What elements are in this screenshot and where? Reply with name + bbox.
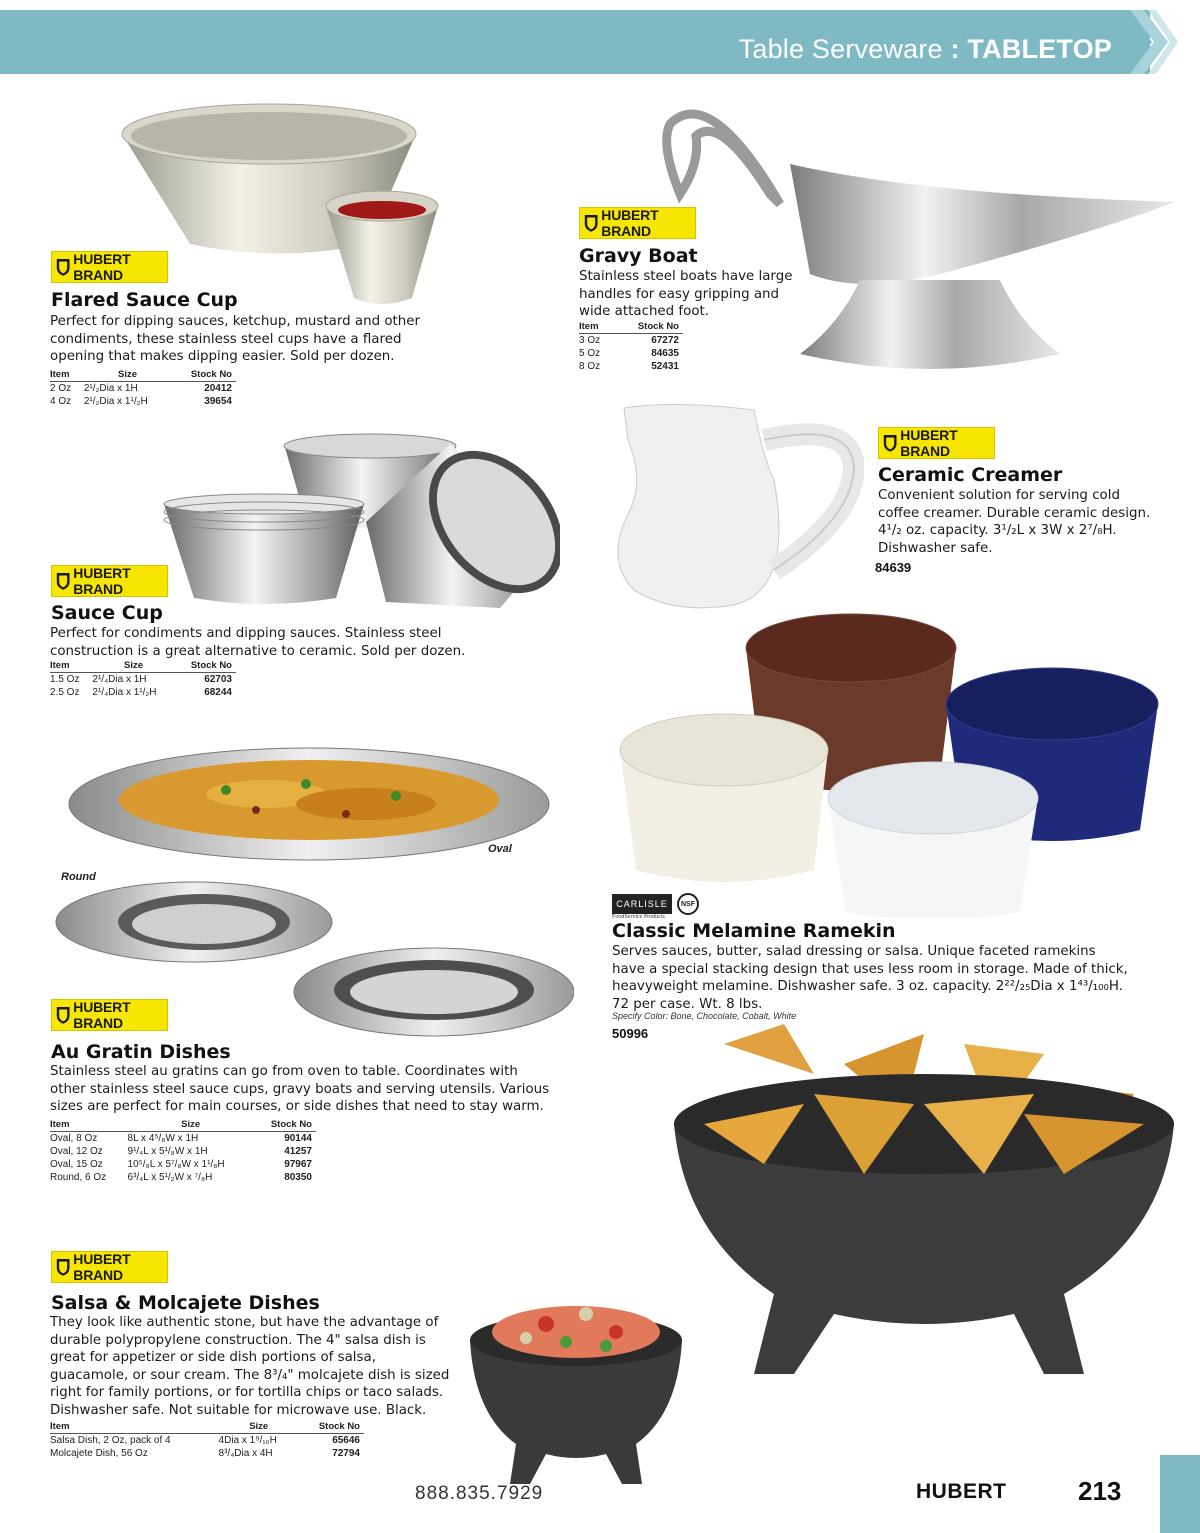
gravy-boat-table	[579, 321, 683, 373]
melamine-ramekin-title: Classic Melamine Ramekin	[612, 920, 896, 942]
table-cell: 3 Oz	[579, 335, 601, 346]
au-gratin-oval-image	[66, 744, 552, 864]
page-header-title: Table Serveware : TABLETOP	[738, 34, 1112, 64]
hubert-brand-badge: HUBERT BRAND	[51, 565, 168, 597]
table-row	[50, 395, 236, 408]
column-header: Item	[50, 369, 84, 382]
round-label: Round	[61, 871, 96, 883]
column-header: Stock No	[258, 1119, 316, 1132]
table-cell: 4 Oz	[50, 396, 72, 407]
stock-number: 68244	[204, 687, 232, 698]
footer-accent-tab	[1160, 1455, 1200, 1533]
table-row	[50, 1158, 316, 1171]
carlisle-logo-text: CARLISLE	[616, 899, 668, 909]
gravy-boat-description: Stainless steel boats have large handles for easy gripping and wide attached foot.	[579, 269, 793, 319]
salsa-molcajete-description: They look like authentic stone, but have the advantage of durable polypropylene construction. The 4" salsa dish is great for appetizer or side dish portions of salsa, guacamole, or sour cream. The 8³/₄" molcajete dish is sized right for family portions, or for tortilla chips or taco salads. Dishwasher safe. Not suitable for microwave use. Black.	[50, 1315, 450, 1418]
table-row	[50, 1171, 316, 1184]
column-header: Stock No	[303, 1421, 364, 1434]
table-cell: Molcajete Dish, 56 Oz	[50, 1448, 148, 1459]
column-header: Stock No	[175, 369, 236, 382]
carlisle-logo	[612, 894, 672, 914]
hubert-brand-badge: HUBERT BRAND	[51, 999, 168, 1031]
stock-number: 90144	[284, 1133, 312, 1144]
sauce-cup-description: Perfect for condiments and dipping sauces. Stainless steel construction is a great alternative to ceramic. Sold per dozen.	[50, 626, 466, 659]
table-cell: 2 Oz	[50, 383, 72, 394]
table-cell: 8L x 4⁵/₈W x 1H	[127, 1133, 199, 1144]
melamine-ramekin-image	[618, 608, 1160, 918]
column-header: Size	[92, 660, 178, 673]
hubert-brand-badge: HUBERT BRAND	[51, 251, 168, 283]
table-row	[50, 1145, 316, 1158]
chevron-right-icon	[1110, 10, 1178, 74]
nsf-badge-text: NSF	[681, 900, 695, 908]
nsf-badge-icon	[677, 893, 699, 915]
column-header: Size	[84, 369, 175, 382]
table-row	[50, 382, 236, 396]
table-cell: 9¹/₄L x 5¹/₈W x 1H	[127, 1146, 208, 1157]
carlisle-logo-subtext: FoodService Products	[612, 914, 665, 920]
gravy-boat-title: Gravy Boat	[579, 245, 698, 267]
stock-number: 80350	[284, 1172, 312, 1183]
melamine-ramekin-description: Serves sauces, butter, salad dressing or salsa. Unique faceted ramekins have a special stacking design that uses less room in storage. Made of thick, heavyweight melamine. Dishwasher safe. 3 oz. capacity. 2²²/₂₅Dia x 1⁴³/₁₀₀H. 72 per case. Wt. 8 lbs.	[612, 944, 1128, 1012]
ceramic-creamer-image	[614, 400, 864, 612]
flared-sauce-cup-description: Perfect for dipping sauces, ketchup, mustard and other condiments, these stainless steel cups have a flared opening that makes dipping easier. Sold per dozen.	[50, 314, 421, 364]
stock-number: 84635	[651, 348, 679, 359]
salsa-dish-image	[466, 1284, 686, 1490]
column-header: Item	[50, 660, 92, 673]
table-row	[579, 334, 683, 348]
column-header: Stock No	[616, 321, 683, 334]
stock-number: 39654	[204, 396, 232, 407]
gravy-boat-image	[640, 84, 1180, 380]
hubert-brand-badge: HUBERT BRAND	[878, 427, 995, 459]
stock-number: 97967	[284, 1159, 312, 1170]
table-row	[50, 1434, 364, 1448]
shield-icon	[56, 1003, 70, 1027]
stock-number: 52431	[651, 361, 679, 372]
table-cell: 10⁵/₈L x 5⁷/₈W x 1¹/₈H	[127, 1159, 225, 1170]
table-row	[50, 686, 236, 699]
column-header: Item	[50, 1119, 128, 1132]
column-header: Size	[219, 1421, 303, 1434]
stock-number: 41257	[284, 1146, 312, 1157]
table-cell: 2.5 Oz	[50, 687, 80, 698]
ceramic-creamer-description: Convenient solution for serving cold coffee creamer. Durable ceramic design. 4¹/₂ oz. capacity. 3¹/₂L x 3W x 2⁷/₈H. Dishwasher safe.	[878, 488, 1151, 556]
oval-label: Oval	[488, 843, 512, 855]
table-cell: 8 Oz	[579, 361, 601, 372]
shield-icon	[56, 569, 70, 593]
ceramic-creamer-title: Ceramic Creamer	[878, 464, 1063, 486]
stock-number: 20412	[204, 383, 232, 394]
table-cell: 2¹/₄Dia x 1H	[92, 674, 147, 685]
stock-number: 72794	[332, 1448, 360, 1459]
sauce-cup-title: Sauce Cup	[51, 602, 163, 624]
au-gratin-title: Au Gratin Dishes	[51, 1041, 231, 1063]
stock-number: 62703	[204, 674, 232, 685]
table-row	[50, 673, 236, 687]
salsa-molcajete-title: Salsa & Molcajete Dishes	[51, 1292, 320, 1314]
footer-phone-number[interactable]: 888.835.7929	[415, 1483, 544, 1504]
table-cell: Round, 6 Oz	[50, 1172, 107, 1183]
au-gratin-table	[50, 1119, 316, 1184]
hubert-brand-badge: HUBERT BRAND	[579, 207, 696, 239]
flared-sauce-cup-title: Flared Sauce Cup	[51, 289, 238, 311]
column-header: Item	[50, 1421, 219, 1434]
table-cell: 2¹/₄Dia x 1¹/₂H	[92, 687, 157, 698]
table-cell: 6³/₄L x 5¹/₂W x ⁷/₈H	[127, 1172, 213, 1183]
table-cell: 4Dia x 1⁹/₁₆H	[218, 1435, 277, 1446]
table-cell: 1.5 Oz	[50, 674, 80, 685]
stock-number: 84639	[875, 560, 912, 575]
column-header: Stock No	[179, 660, 236, 673]
table-row	[579, 360, 683, 373]
table-cell: Oval, 12 Oz	[50, 1146, 103, 1157]
shield-icon	[883, 431, 897, 455]
table-cell: Oval, 8 Oz	[50, 1133, 98, 1144]
hubert-brand-badge: HUBERT BRAND	[51, 1251, 168, 1283]
shield-icon	[584, 211, 598, 235]
table-row	[50, 1132, 316, 1146]
molcajete-dish-image	[664, 1024, 1186, 1394]
table-row	[50, 1447, 364, 1460]
sauce-cup-image	[160, 432, 560, 612]
table-cell: 8³/₄Dia x 4H	[218, 1448, 273, 1459]
stock-number: 65646	[332, 1435, 360, 1446]
column-header: Item	[579, 321, 616, 334]
stock-number: 50996	[612, 1026, 649, 1041]
shield-icon	[56, 255, 70, 279]
column-header: Size	[128, 1119, 258, 1132]
table-cell: 2¹/₂Dia x 1H	[83, 383, 138, 394]
table-cell: 5 Oz	[579, 348, 601, 359]
shield-icon	[56, 1255, 70, 1279]
color-options-note: Specify Color: Bone, Chocolate, Cobalt, White	[612, 1011, 797, 1021]
stock-number: 67272	[651, 335, 679, 346]
footer-brand: HUBERT	[916, 1480, 1007, 1503]
page-number: 213	[1078, 1476, 1122, 1506]
au-gratin-description: Stainless steel au gratins can go from oven to table. Coordinates with other stainless steel sauce cups, gravy boats and serving utensils. Various sizes are perfect for main courses, or side dishes that need to stay warm.	[50, 1064, 550, 1114]
flared-sauce-cup-table	[50, 369, 236, 408]
table-cell: Salsa Dish, 2 Oz, pack of 4	[50, 1435, 171, 1446]
table-cell: Oval, 15 Oz	[50, 1159, 103, 1170]
table-row	[579, 347, 683, 360]
salsa-molcajete-table	[50, 1421, 364, 1460]
sauce-cup-table	[50, 660, 236, 699]
table-cell: 2¹/₂Dia x 1¹/₂H	[83, 396, 148, 407]
